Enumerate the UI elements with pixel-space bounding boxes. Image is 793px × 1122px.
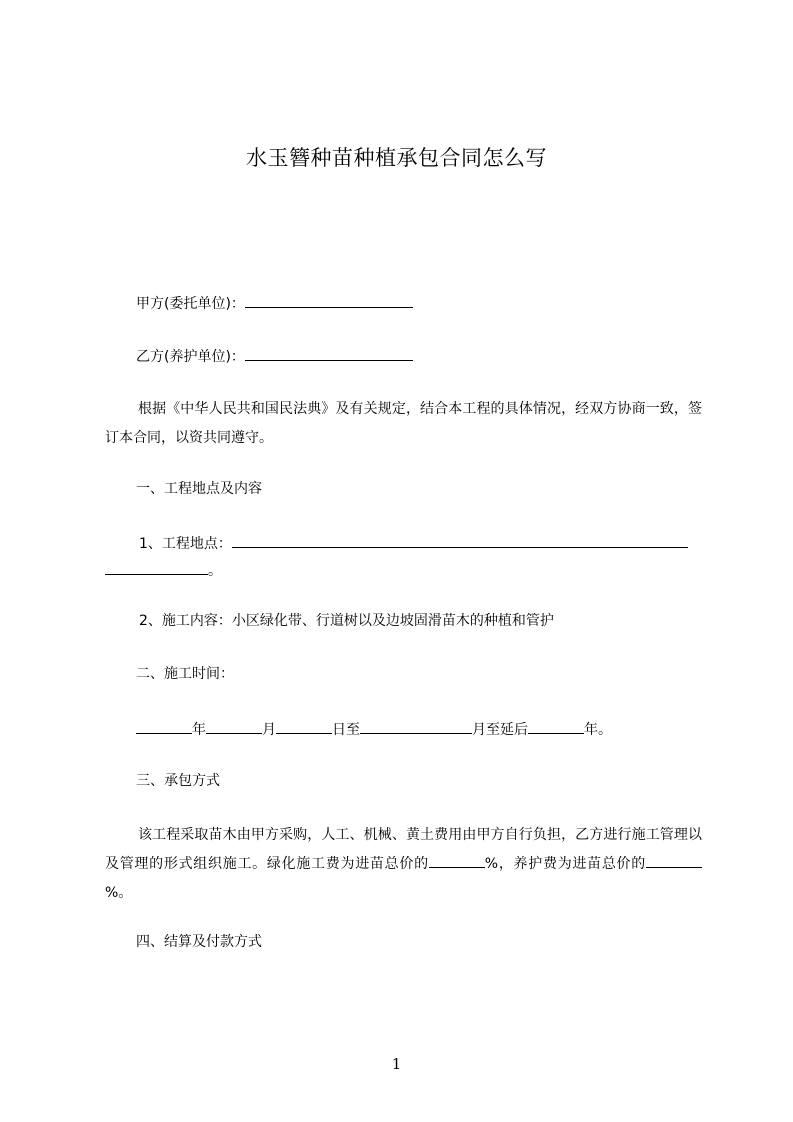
party-a-blank[interactable] [245,293,413,308]
day-blank[interactable] [276,719,332,734]
section1-heading: 一、工程地点及内容 [136,481,262,497]
section3-text-c: %。 [105,885,133,901]
party-b-blank[interactable] [245,346,413,361]
section3-paragraph [105,821,702,908]
year-blank[interactable] [136,719,192,734]
section3-text-b: %，养护费为进苗总价的 [484,856,646,872]
item1-blank-2[interactable] [105,560,208,575]
item1-label: 1、工程地点： [139,536,232,552]
section4-heading: 四、结算及付款方式 [136,934,262,950]
construction-fee-blank[interactable] [429,853,485,868]
party-a-line [136,293,413,313]
maintenance-fee-blank[interactable] [646,853,702,868]
item2: 2、施工内容：小区绿化带、行道树以及边坡固滑苗木的种植和管护 [139,613,554,629]
month-blank[interactable] [206,719,262,734]
item1-blank-1[interactable] [232,533,688,548]
page-number: 1 [391,1055,402,1073]
intro-paragraph: 根据《中华人民共和国民法典》及有关规定，结合本工程的具体情况，经双方协商一致，签订本合同，以资共同遵守。 [105,401,702,446]
month-extend-label: 月至延后 [472,722,528,738]
party-b-label: 乙方(养护单位)： [136,349,245,365]
party-a-label: 甲方(委托单位)： [136,296,245,312]
year-end-label: 年。 [584,722,612,738]
party-b-line [136,346,413,366]
section2-heading: 二、施工时间： [136,666,234,682]
section3-text-a: 该工程采取苗木由甲方采购，人工、机械、黄土费用由甲方自行负担，乙方进行施工管理以及管理的形式组织施工。绿化施工费为进苗总价的 [105,827,702,872]
item1-line [139,533,688,553]
document-title: 水玉簪种苗种植承包合同怎么写 [246,146,547,170]
time-line [136,719,612,739]
item1-end: 。 [208,563,222,579]
item1-line-2 [105,560,222,580]
end-month-blank[interactable] [360,719,472,734]
year-label: 年 [192,722,206,738]
day-to-label: 日至 [332,722,360,738]
extend-year-blank[interactable] [528,719,584,734]
month-label: 月 [262,722,276,738]
section3-heading: 三、承包方式 [136,773,220,789]
